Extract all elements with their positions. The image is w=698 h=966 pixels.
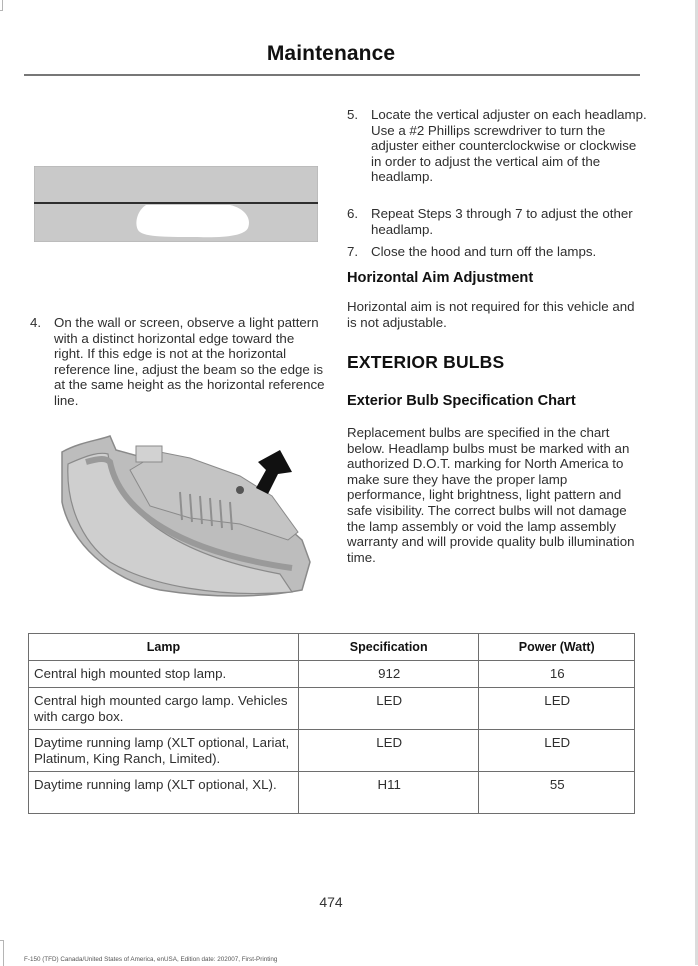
specification-cell: H11 bbox=[298, 772, 479, 814]
page-title: Maintenance bbox=[266, 42, 396, 65]
table-header-row bbox=[29, 634, 635, 661]
table-row bbox=[29, 772, 635, 814]
lamp-cell: Central high mounted cargo lamp. Vehicles with cargo box. bbox=[29, 688, 299, 730]
table-row bbox=[29, 730, 635, 772]
column-header-lamp: Lamp bbox=[29, 634, 299, 661]
step-number: 4. bbox=[30, 315, 42, 330]
step-number: 6. bbox=[347, 206, 359, 221]
header-divider bbox=[24, 74, 640, 76]
step-7 bbox=[347, 244, 647, 260]
power-cell: 55 bbox=[479, 772, 635, 814]
lamp-cell: Daytime running lamp (XLT optional, Lariat, Platinum, King Ranch, Limited). bbox=[29, 730, 299, 772]
lamp-cell: Daytime running lamp (XLT optional, XL). bbox=[29, 772, 299, 814]
power-cell: 16 bbox=[479, 661, 635, 688]
step-number: 7. bbox=[347, 244, 359, 259]
table-row bbox=[29, 661, 635, 688]
lamp-cell: Central high mounted stop lamp. bbox=[29, 661, 299, 688]
step-number: 5. bbox=[347, 107, 359, 122]
power-cell: LED bbox=[479, 688, 635, 730]
light-pattern bbox=[136, 205, 249, 237]
bulb-specification-table bbox=[28, 633, 635, 814]
step-6 bbox=[347, 206, 647, 237]
step-text: On the wall or screen, observe a light pattern with a distinct horizontal edge toward the right. If this edge is not at the horizontal reference line, adjust the beam so the edge is at the same height as the horizontal reference line. bbox=[54, 315, 325, 408]
page-number: 474 bbox=[319, 894, 343, 910]
column-header-specification: Specification bbox=[298, 634, 479, 661]
power-cell: LED bbox=[479, 730, 635, 772]
headlamp-figure bbox=[40, 422, 312, 610]
horizontal-aim-text: Horizontal aim is not required for this vehicle and is not adjustable. bbox=[347, 299, 635, 330]
step-4 bbox=[30, 315, 326, 409]
specification-cell: LED bbox=[298, 688, 479, 730]
section-heading-exterior-bulbs: EXTERIOR BULBS bbox=[347, 352, 505, 372]
step-text: Repeat Steps 3 through 7 to adjust the other headlamp. bbox=[371, 206, 633, 237]
aim-pattern-figure bbox=[34, 166, 318, 242]
arrow-icon bbox=[256, 450, 292, 494]
specification-cell: LED bbox=[298, 730, 479, 772]
table-row bbox=[29, 688, 635, 730]
bulb-chart-text: Replacement bulbs are specified in the chart below. Headlamp bulbs must be marked with an authorized D.O.T. marking for North America to make sure they have the proper lamp performance, light brightness, light pattern and safe visibility. The correct bulbs will not damage the lamp assembly or void the lamp assembly warranty and will provide quality bulb illumination time. bbox=[347, 425, 635, 565]
column-header-power: Power (Watt) bbox=[479, 634, 635, 661]
specification-cell: 912 bbox=[298, 661, 479, 688]
step-5 bbox=[347, 107, 647, 185]
horizontal-aim-heading: Horizontal Aim Adjustment bbox=[347, 270, 534, 286]
crop-mark-bottom-left bbox=[0, 940, 4, 966]
step-text: Locate the vertical adjuster on each headlamp. Use a #2 Phillips screwdriver to turn the adjuster either counterclockwise or clockwise in order to adjust the vertical aim of the headlamp. bbox=[371, 107, 647, 185]
step-text: Close the hood and turn off the lamps. bbox=[371, 244, 597, 259]
edition-footer: F-150 (TFD) Canada/United States of America, enUSA, Edition date: 202007, First-Printing bbox=[24, 956, 278, 963]
bulb-chart-heading: Exterior Bulb Specification Chart bbox=[347, 393, 576, 409]
crop-mark-top-left bbox=[0, 0, 3, 11]
